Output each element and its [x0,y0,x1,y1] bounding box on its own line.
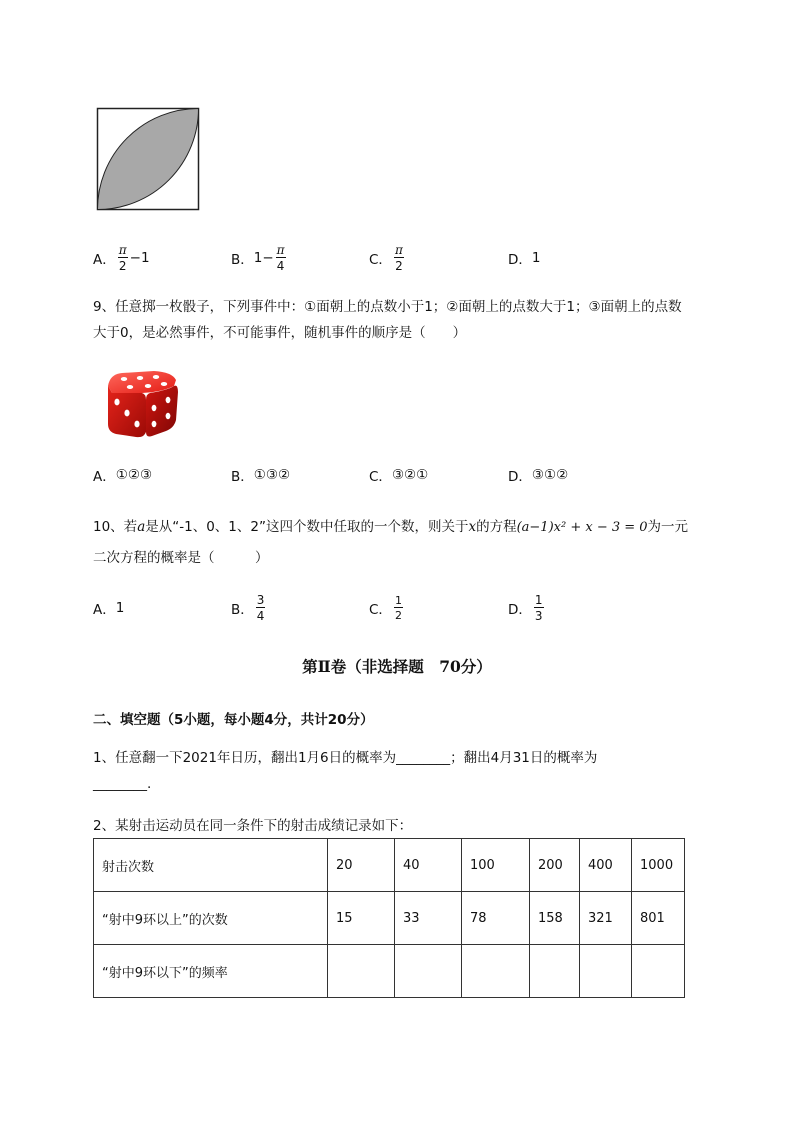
table-cell: 400 [580,839,632,892]
table-cell: 78 [462,892,530,945]
option-text: 1 [531,250,541,266]
table-cell: 321 [580,892,632,945]
fill-q1 [93,745,743,797]
table-cell [632,945,685,998]
fraction [276,244,286,272]
fraction-numerator: 1 [394,594,402,607]
option-letter: C． [369,252,392,268]
table-row [94,892,685,945]
q9-option-d [508,455,568,495]
option-letter: A． [93,252,116,268]
table-cell: 15 [328,892,395,945]
fill-q1-line-1: 1、任意翻一下2021年日历，翻出1月6日的概率为________；翻出4月31日的概率为 [93,750,598,766]
table-cell [530,945,580,998]
q10-line-2: 二次方程的概率是（ ） [93,550,269,566]
q10-equation: (a−1)x² + x − 3 = 0 [516,520,648,535]
red-dice-image [102,366,182,440]
table-cell [395,945,462,998]
q10-text: 为一元 [647,519,689,535]
table-cell: 158 [530,892,580,945]
row-label: 射击次数 [94,839,328,892]
q9-option-b [231,455,290,495]
option-text: 1− [253,250,274,266]
option-letter: A． [93,469,116,485]
q10-text: 的方程 [476,519,517,535]
q10-option-b [231,588,267,628]
q10-stem [93,512,743,573]
option-letter: B． [231,252,254,268]
option-text: ③②① [391,467,429,483]
table-cell: 20 [328,839,395,892]
table-cell [462,945,530,998]
option-letter: B． [231,602,254,618]
q10-options [93,588,693,628]
q10-variable-a: a [137,519,146,535]
q10-text: 是从“-1、0、1、2”这四个数中任取的一个数，则关于 [145,519,469,535]
option-letter: D． [508,252,532,268]
table-row [94,839,685,892]
option-letter: D． [508,602,532,618]
q8-option-b [231,238,288,278]
q9-line-2: 大于0，是必然事件，不可能事件，随机事件的顺序是（ ） [93,325,467,341]
fill-q2-intro: 2、某射击运动员在同一条件下的射击成绩记录如下： [93,818,413,834]
fraction-numerator: π [276,243,285,257]
table-cell [580,945,632,998]
q9-option-a [93,455,152,495]
fraction-numerator: 3 [256,593,265,607]
q9-line-1: 9、任意掷一枚骰子，下列事件中：①面朝上的点数小于1；②面朝上的点数大于1；③面朝上的点数 [93,299,682,315]
option-letter: B． [231,469,254,485]
fraction-denominator: 4 [256,609,265,623]
table-cell: 801 [632,892,685,945]
q10-option-a [93,588,124,628]
shooting-record-table [93,838,685,998]
table-cell: 1000 [632,839,685,892]
table-body [94,839,685,998]
q9-options [93,455,693,495]
fraction [394,595,403,621]
part-2-title: 第Ⅱ卷（非选择题 70分） [302,657,492,676]
leaf-in-square-figure [96,107,200,211]
q8-options [93,238,693,278]
fraction-denominator: 2 [118,259,127,273]
row-label: “射中9环以上”的次数 [94,892,328,945]
option-letter: C． [369,469,392,485]
fraction-denominator: 4 [276,259,285,273]
option-letter: A． [93,602,116,618]
option-text: ③①② [531,467,569,483]
fraction-numerator: π [118,243,127,257]
fraction-numerator: 1 [534,593,543,607]
fraction-denominator: 2 [395,259,403,273]
q10-variable-x: x [468,519,477,535]
fraction-denominator: 3 [534,609,543,623]
table-cell: 33 [395,892,462,945]
option-text: ①②③ [115,467,153,483]
q10-option-c [369,588,405,628]
option-letter: C． [369,602,392,618]
table-row [94,945,685,998]
option-text: ①③② [253,467,291,483]
fraction [394,244,404,272]
option-text: 1 [115,600,125,616]
table-cell: 40 [395,839,462,892]
row-label: “射中9环以下”的频率 [94,945,328,998]
q8-option-a [93,238,150,278]
q9-option-c [369,455,428,495]
fraction [118,244,128,272]
option-text: −1 [129,250,150,266]
q10-line-1 [93,512,743,543]
q8-option-c [369,238,406,278]
q10-option-d [508,588,546,628]
fraction [534,594,544,622]
fraction-denominator: 2 [394,609,402,622]
fill-q1-line-2: ________. [93,776,152,792]
q9-stem [93,294,743,346]
table-cell: 200 [530,839,580,892]
q10-text: 10、若 [93,519,138,535]
table-cell: 100 [462,839,530,892]
fraction-numerator: π [394,243,403,257]
q8-option-d [508,238,541,278]
table-cell [328,945,395,998]
section-2-heading: 二、填空题（5小题，每小题4分，共计20分） [93,712,374,728]
option-letter: D． [508,469,532,485]
fraction [256,594,266,622]
